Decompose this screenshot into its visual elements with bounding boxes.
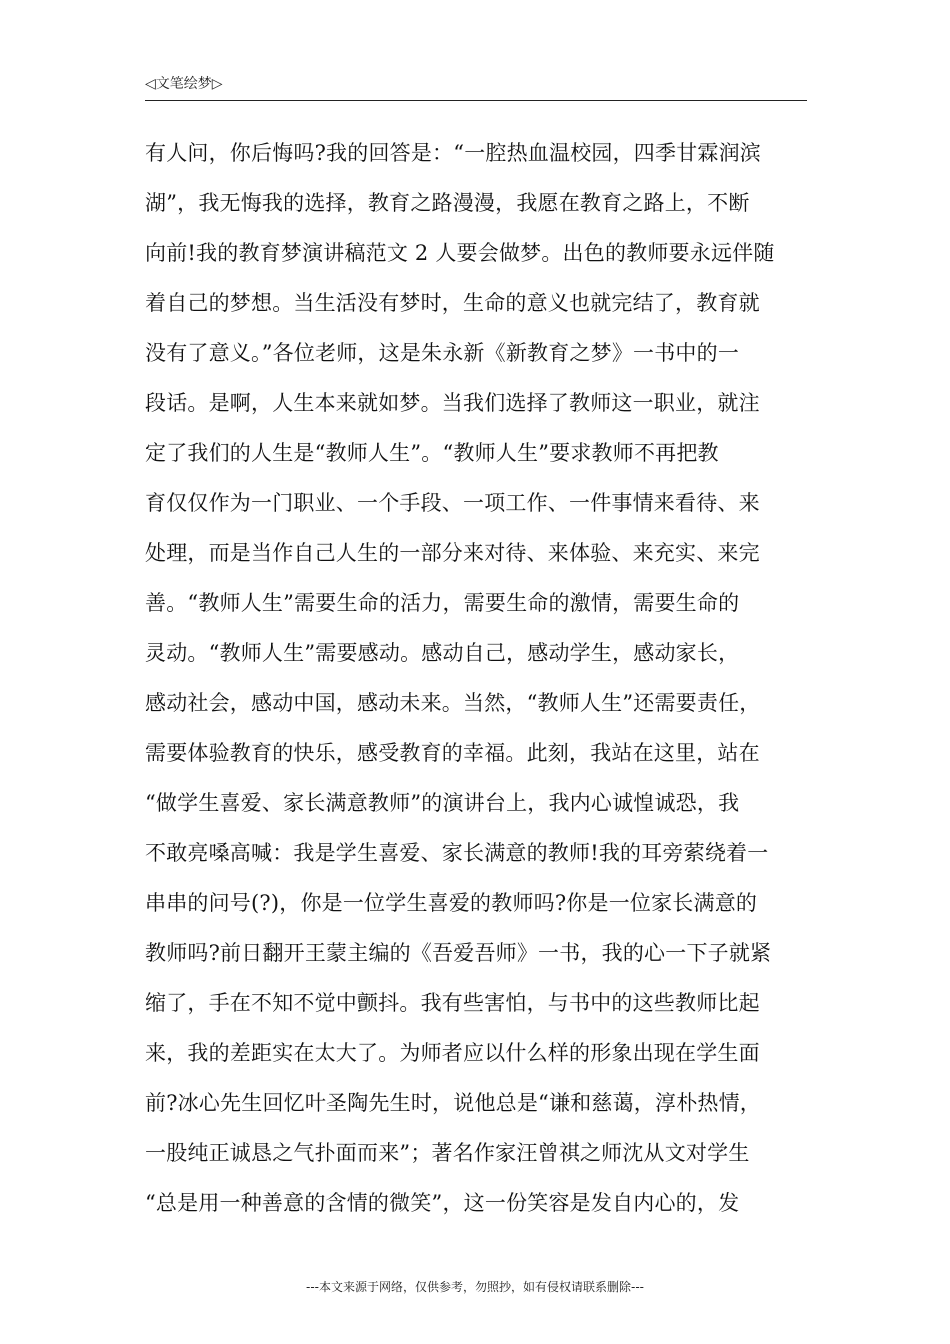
text-line: 育仅仅作为一门职业、一个手段、一项工作、一件事情来看待、来 bbox=[145, 491, 760, 515]
text-line: 向前!我的教育梦演讲稿范文 2 人要会做梦。出色的教师要永远伴随 bbox=[145, 241, 775, 265]
text-line: 前?冰心先生回忆叶圣陶先生时，说他总是“谦和慈蔼，淳朴热情， bbox=[145, 1091, 761, 1115]
text-line: 一股纯正诚恳之气扑面而来”；著名作家汪曾祺之师沈从文对学生 bbox=[145, 1141, 750, 1165]
text-line: 需要体验教育的快乐，感受教育的幸福。此刻，我站在这里，站在 bbox=[145, 741, 760, 765]
text-line: “总是用一种善意的含情的微笑”，这一份笑容是发自内心的，发 bbox=[145, 1191, 740, 1215]
text-line: 不敢亮嗓高喊：我是学生喜爱、家长满意的教师!我的耳旁萦绕着一 bbox=[145, 841, 769, 865]
text-line: 教师吗?前日翻开王蒙主编的《吾爱吾师》一书，我的心一下子就紧 bbox=[145, 941, 772, 965]
text-line: 来，我的差距实在太大了。为师者应以什么样的形象出现在学生面 bbox=[145, 1041, 760, 1065]
text-line: 缩了，手在不知不觉中颤抖。我有些害怕，与书中的这些教师比起 bbox=[145, 991, 760, 1015]
text-line: 串串的问号(?)，你是一位学生喜爱的教师吗?你是一位家长满意的 bbox=[145, 891, 758, 915]
text-line: “做学生喜爱、家长满意教师”的演讲台上，我内心诚惶诚恐，我 bbox=[145, 791, 740, 815]
page-footer: ---本文来源于网络，仅供参考，勿照抄，如有侵权请联系删除--- bbox=[306, 1280, 644, 1294]
text-line: 没有了意义。”各位老师，这是朱永新《新教育之梦》一书中的一 bbox=[145, 341, 740, 365]
text-line: 有人问，你后悔吗?我的回答是：“一腔热血温校园，四季甘霖润滨 bbox=[145, 141, 761, 165]
document-body bbox=[145, 128, 835, 1228]
text-line: 灵动。“教师人生”需要感动。感动自己，感动学生，感动家长， bbox=[145, 641, 740, 665]
text-line: 感动社会，感动中国，感动未来。当然，“教师人生”还需要责任， bbox=[145, 691, 761, 715]
text-line: 善。“教师人生”需要生命的活力，需要生命的激情，需要生命的 bbox=[145, 591, 740, 615]
text-line: 定了我们的人生是“教师人生”。“教师人生”要求教师不再把教 bbox=[145, 441, 719, 465]
text-line: 着自己的梦想。当生活没有梦时，生命的意义也就完结了，教育就 bbox=[145, 291, 760, 315]
text-line: 段话。是啊，人生本来就如梦。当我们选择了教师这一职业，就注 bbox=[145, 391, 760, 415]
page-header bbox=[145, 74, 807, 101]
header-title: ◁文笔绘梦▷ bbox=[145, 76, 223, 92]
text-line: 湖”，我无悔我的选择，教育之路漫漫，我愿在教育之路上，不断 bbox=[145, 191, 750, 215]
text-line: 处理，而是当作自己人生的一部分来对待、来体验、来充实、来完 bbox=[145, 541, 760, 565]
